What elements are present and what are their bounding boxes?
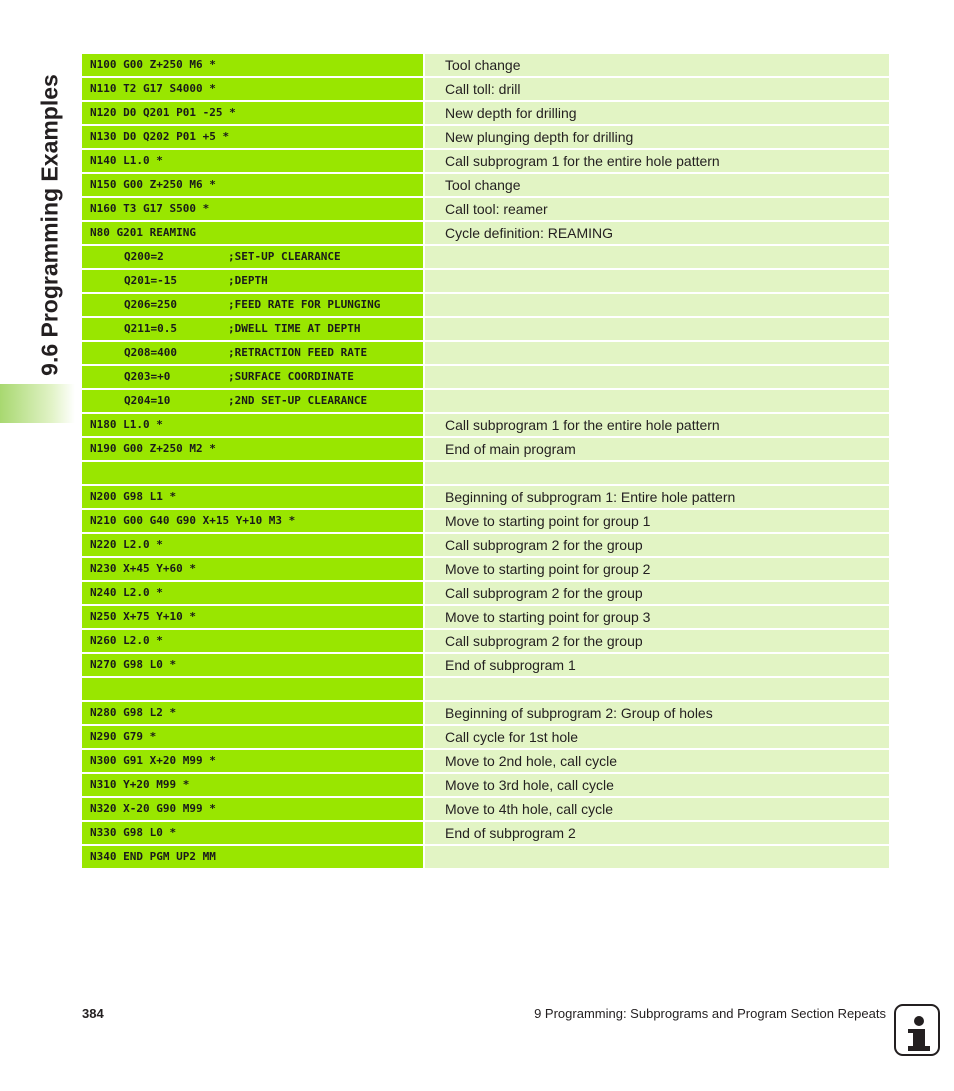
table-row xyxy=(82,510,889,532)
nc-code-cell: N110 T2 G17 S4000 * xyxy=(82,78,423,100)
comment-cell: Call subprogram 2 for the group xyxy=(425,582,889,604)
comment-cell: Call cycle for 1st hole xyxy=(425,726,889,748)
table-row xyxy=(82,102,889,124)
page-number: 384 xyxy=(82,1006,104,1021)
comment-cell xyxy=(425,390,889,412)
table-row xyxy=(82,342,889,364)
comment-cell xyxy=(425,678,889,700)
table-row xyxy=(82,366,889,388)
program-listing-table xyxy=(82,54,889,870)
table-row xyxy=(82,222,889,244)
table-row xyxy=(82,654,889,676)
table-row xyxy=(82,750,889,772)
nc-code-cell: N320 X-20 G90 M99 * xyxy=(82,798,423,820)
parameter-value: Q203=+0 xyxy=(124,370,171,383)
table-row xyxy=(82,198,889,220)
table-row xyxy=(82,558,889,580)
table-row xyxy=(82,678,889,700)
table-row xyxy=(82,246,889,268)
nc-code-cell: N340 END PGM UP2 MM xyxy=(82,846,423,868)
comment-cell xyxy=(425,270,889,292)
table-row xyxy=(82,294,889,316)
comment-cell: Move to starting point for group 1 xyxy=(425,510,889,532)
nc-code-cell: N220 L2.0 * xyxy=(82,534,423,556)
nc-code-cell: N300 G91 X+20 M99 * xyxy=(82,750,423,772)
nc-code-cell: N310 Y+20 M99 * xyxy=(82,774,423,796)
comment-cell: Call toll: drill xyxy=(425,78,889,100)
info-icon xyxy=(894,1004,940,1056)
table-row xyxy=(82,174,889,196)
cycle-parameter-cell xyxy=(82,246,423,268)
cycle-parameter-cell xyxy=(82,390,423,412)
nc-code-cell: N210 G00 G40 G90 X+15 Y+10 M3 * xyxy=(82,510,423,532)
comment-cell xyxy=(425,462,889,484)
cycle-parameter-cell xyxy=(82,318,423,340)
table-row xyxy=(82,150,889,172)
table-row xyxy=(82,606,889,628)
comment-cell: Call tool: reamer xyxy=(425,198,889,220)
comment-cell xyxy=(425,366,889,388)
parameter-value: Q200=2 xyxy=(124,250,164,263)
comment-cell xyxy=(425,846,889,868)
table-row xyxy=(82,726,889,748)
nc-code-cell: N130 D0 Q202 P01 +5 * xyxy=(82,126,423,148)
nc-code-cell: N240 L2.0 * xyxy=(82,582,423,604)
nc-code-cell: N270 G98 L0 * xyxy=(82,654,423,676)
nc-code-cell: N280 G98 L2 * xyxy=(82,702,423,724)
comment-cell: Move to 4th hole, call cycle xyxy=(425,798,889,820)
parameter-value: Q208=400 xyxy=(124,346,177,359)
table-row xyxy=(82,582,889,604)
table-row xyxy=(82,318,889,340)
parameter-value: Q204=10 xyxy=(124,394,171,407)
comment-cell: Call subprogram 2 for the group xyxy=(425,630,889,652)
nc-code-cell: N190 G00 Z+250 M2 * xyxy=(82,438,423,460)
table-row xyxy=(82,390,889,412)
parameter-value: Q201=-15 xyxy=(124,274,177,287)
comment-cell: Call subprogram 2 for the group xyxy=(425,534,889,556)
cycle-parameter-cell xyxy=(82,342,423,364)
parameter-comment: ;2ND SET-UP CLEARANCE xyxy=(228,394,368,407)
parameter-comment: ;RETRACTION FEED RATE xyxy=(228,346,368,359)
comment-cell: Tool change xyxy=(425,54,889,76)
comment-cell: Move to 2nd hole, call cycle xyxy=(425,750,889,772)
nc-code-cell: N290 G79 * xyxy=(82,726,423,748)
parameter-comment: ;DWELL TIME AT DEPTH xyxy=(228,322,361,335)
comment-cell: Beginning of subprogram 1: Entire hole pattern xyxy=(425,486,889,508)
parameter-value: Q206=250 xyxy=(124,298,177,311)
nc-code-cell: N180 L1.0 * xyxy=(82,414,423,436)
table-row xyxy=(82,462,889,484)
comment-cell: Cycle definition: REAMING xyxy=(425,222,889,244)
nc-code-cell: N140 L1.0 * xyxy=(82,150,423,172)
nc-code-cell: N200 G98 L1 * xyxy=(82,486,423,508)
comment-cell: New depth for drilling xyxy=(425,102,889,124)
comment-cell: End of subprogram 1 xyxy=(425,654,889,676)
cycle-parameter-cell xyxy=(82,270,423,292)
nc-code-cell xyxy=(82,462,423,484)
nc-code-cell: N100 G00 Z+250 M6 * xyxy=(82,54,423,76)
comment-cell xyxy=(425,318,889,340)
comment-cell: Beginning of subprogram 2: Group of holes xyxy=(425,702,889,724)
comment-cell: Move to starting point for group 3 xyxy=(425,606,889,628)
table-row xyxy=(82,534,889,556)
table-row xyxy=(82,630,889,652)
table-row xyxy=(82,846,889,868)
table-row xyxy=(82,702,889,724)
nc-code-cell: N160 T3 G17 S500 * xyxy=(82,198,423,220)
table-row xyxy=(82,774,889,796)
parameter-comment: ;FEED RATE FOR PLUNGING xyxy=(228,298,381,311)
nc-code-cell: N230 X+45 Y+60 * xyxy=(82,558,423,580)
comment-cell xyxy=(425,342,889,364)
comment-cell xyxy=(425,294,889,316)
parameter-value: Q211=0.5 xyxy=(124,322,177,335)
table-row xyxy=(82,54,889,76)
cycle-parameter-cell xyxy=(82,294,423,316)
table-row xyxy=(82,822,889,844)
comment-cell: Move to starting point for group 2 xyxy=(425,558,889,580)
nc-code-cell: N330 G98 L0 * xyxy=(82,822,423,844)
nc-code-cell: N260 L2.0 * xyxy=(82,630,423,652)
section-title-text: 9.6 Programming Examples xyxy=(36,73,63,376)
chapter-title: 9 Programming: Subprograms and Program Section Repeats xyxy=(534,1006,886,1021)
comment-cell xyxy=(425,246,889,268)
nc-code-cell: N250 X+75 Y+10 * xyxy=(82,606,423,628)
table-row xyxy=(82,798,889,820)
comment-cell: Call subprogram 1 for the entire hole pattern xyxy=(425,414,889,436)
table-row xyxy=(82,126,889,148)
comment-cell: Tool change xyxy=(425,174,889,196)
comment-cell: End of subprogram 2 xyxy=(425,822,889,844)
nc-code-cell: N120 D0 Q201 P01 -25 * xyxy=(82,102,423,124)
parameter-comment: ;DEPTH xyxy=(228,274,268,287)
nc-code-cell: N150 G00 Z+250 M6 * xyxy=(82,174,423,196)
comment-cell: Call subprogram 1 for the entire hole pattern xyxy=(425,150,889,172)
nc-code-cell: N80 G201 REAMING xyxy=(82,222,423,244)
comment-cell: End of main program xyxy=(425,438,889,460)
table-row xyxy=(82,414,889,436)
table-row xyxy=(82,270,889,292)
table-row xyxy=(82,438,889,460)
nc-code-cell xyxy=(82,678,423,700)
section-tab-marker xyxy=(0,384,75,423)
comment-cell: New plunging depth for drilling xyxy=(425,126,889,148)
table-row xyxy=(82,78,889,100)
section-title xyxy=(28,52,72,397)
table-row xyxy=(82,486,889,508)
parameter-comment: ;SURFACE COORDINATE xyxy=(228,370,354,383)
parameter-comment: ;SET-UP CLEARANCE xyxy=(228,250,341,263)
comment-cell: Move to 3rd hole, call cycle xyxy=(425,774,889,796)
cycle-parameter-cell xyxy=(82,366,423,388)
